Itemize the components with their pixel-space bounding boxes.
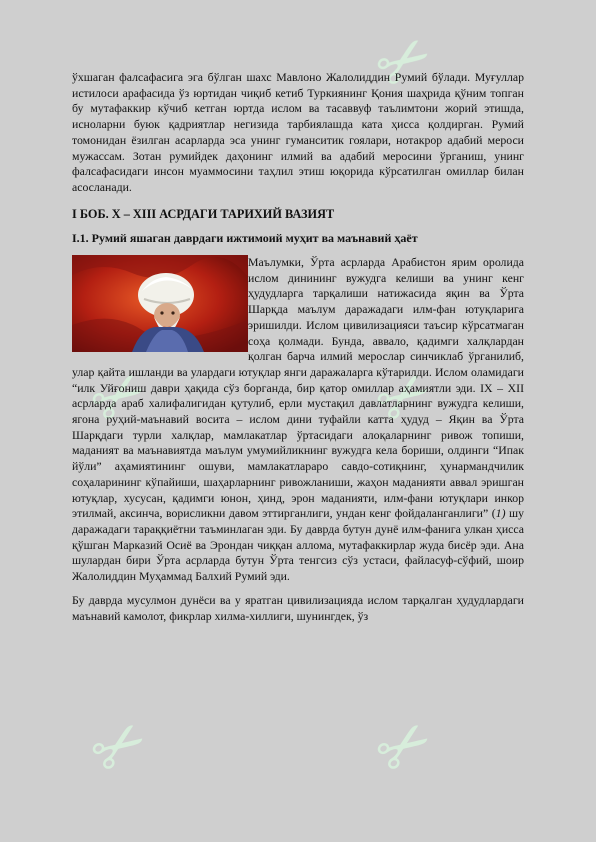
watermark-glyph: ✂ xyxy=(361,351,449,444)
last-paragraph: Бу даврда мусулмон дунёси ва у яратган цивилизацияда ислом тарқалган ҳудудлардаги маънавий камолот, фикрлар хилма-хиллиги, шунингдек, ўз xyxy=(72,592,524,623)
document-body xyxy=(72,70,524,624)
rumi-portrait-icon xyxy=(72,255,248,352)
watermark-glyph: ✂ xyxy=(361,701,449,794)
watermark-glyph: ✂ xyxy=(76,351,164,444)
section-heading: I.1. Румий яшаган даврдаги ижтимоий муҳит ва маънавий ҳаёт xyxy=(72,231,418,246)
main-paragraph-text-end: шу даражадаги тараққиётни таъминлаган эди. Бу даврда бутун дунё илм-фанига улкан ҳисса қўшган Марказий Осиё ва Эрондан чиққан аллома, мутафаккирлар жуда бисёр эди. Ана шулардан бири Ўрта асрларда бутун Ўрта тенгсиз сўз устаси, файласуф-сўфий, шоир Жалолиддин Муҳаммад Балхий Румий эди. xyxy=(72,506,524,584)
main-paragraph-text-start: Маълумки, Ўрта асрларда Арабистон ярим оролида ислом динининг вужудга келиши ва унинг кенг ҳудудларга тарқалиши натижасида яқин ва Ўрта Шарқда маълум даражадаги илм-фан ютуқларига эришилди. Ислом цивилизацияси таъсир кўрсатмаган соҳа қолмади. Бунда, аввало, қадимги халқлардан қолган барча илмий мерослар синчиклаб ўрганилиб, улар қайта ишланди ва улардаги ютуқлар янги даражаларга кўтарилди. Ислом оламидаги “илк Уйғониш даври ҳақида сўз борганда, бир қатор омиллар аҳамиятли эди. IX – XII асрларда араб халифалигидан қутулиб, ерли мустақил давлатларнинг вужудга келиши, ягона руҳий-маънавий восита – ислом дини туфайли катта ҳудуд – Яқин ва Ўрта Шарқдаги турли халқлар, мамлакатлар ўртасидаги алоқаларнинг ривож топиши, маданият ва маънавиятда маълум умумийликнинг вужудга кела бориши, олдинги “Ипак йўли” аҳамиятининг ошуви, мамлакатлараро савдо-сотиқнинг, ҳунармандчилик соҳаларининг кўпайиши, шаҳарларнинг ривожланиши, жаҳон маданияти аввал эришган ютуқлар, хусусан, қадимги юнон, ҳинд, эрон маданияти, илм-фани ютуқлари инкор этилмай, аксинча, ворисликни давом эттирганлиги, ундан кенг фойдаланганлиги” ( xyxy=(72,255,524,521)
intro-paragraph: ўхшаган фалсафасига эга бўлган шахс Мавлоно Жалолиддин Румий бўлади. Муғуллар истилоси арафасида ўз юртидан чиқиб кетиб Туркиянинг Қония шаҳрида қўним топган бу мутафаккир кўчиб кетган юртда ислом ва тасаввуф таълимтони жорий этишда, исноларни буюк қадриятлар негизида тарбиялашда ката ҳисса қолдирган. Румий томонидан ёзилган асарларда эса унинг гуманситик гоялари, нотакрор адабий мероси мужассам. Зотан румийдек даҳонинг илмий ва адабий меросини ўрганиш, унинг фалсафасидаги инсон муаммосини таҳлил этиш юқорида кўрсатилган омиллар билан асосланади. xyxy=(72,70,524,194)
footnote-reference: 1) xyxy=(495,506,506,521)
chapter-heading: I БОБ. X – XIII АСРДАГИ ТАРИХИЙ ВАЗИЯТ xyxy=(72,206,335,221)
watermark-glyph: ✂ xyxy=(361,16,449,109)
watermark-glyph: ✂ xyxy=(76,701,164,794)
